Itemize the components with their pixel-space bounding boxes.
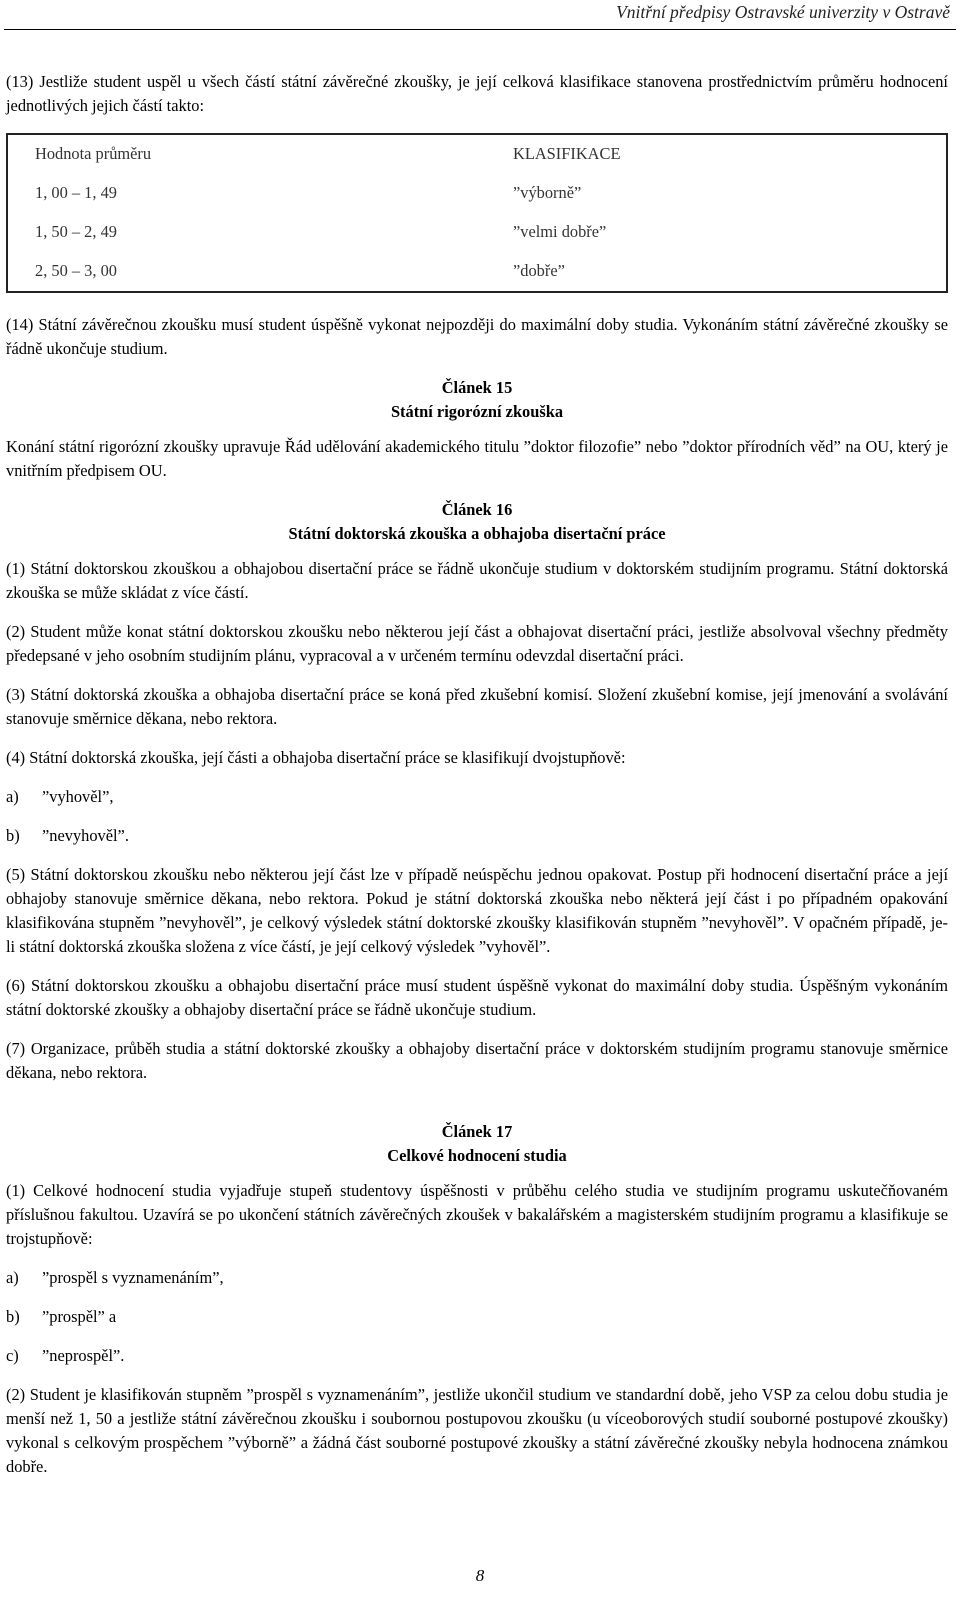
article-16-paragraph-5: (5) Státní doktorskou zkoušku nebo některou její část lze v případě neúspěchu jednou opakovat. Postup při hodnocení disertační práce a její obhajoby stanovuje směrnice děkana, nebo rektora. Pokud je státní doktorská zkouška nebo některá její část i po případném opakování klasifikována stupněm ”nevyhověl”, je celkový výsledek státní doktorské zkoušky klasifikován stupněm ”nevyhověl”. V opačném případě, je-li státní doktorská zkouška složena z více částí, je její celkový výsledek ”vyhověl”. xyxy=(6,865,948,956)
article-16-paragraph-1: (1) Státní doktorskou zkouškou a obhajobou disertační práce se řádně ukončuje studium v doktorském studijním programu. Státní doktorská zkouška se může skládat z více částí. xyxy=(6,559,948,602)
article-15-title: Státní rigorózní zkouška xyxy=(390,402,564,421)
table-cell-range: 2, 50 – 3, 00 xyxy=(35,261,117,280)
table-row xyxy=(7,252,947,292)
table-cell-grade: ”velmi dobře” xyxy=(513,222,607,241)
list-text: ”vyhověl”, xyxy=(42,787,114,806)
article-16-paragraph-3: (3) Státní doktorská zkouška a obhajoba disertační práce se koná před zkušební komisí. Složení zkušební komise, její jmenování a svolávání stanovuje směrnice děkana, nebo rektora. xyxy=(6,685,948,728)
table-cell-grade: ”výborně” xyxy=(513,183,582,202)
article-17-paragraph-1: (1) Celkové hodnocení studia vyjadřuje stupeň studentovy úspěšnosti v průběhu celého studia ve studijním programu uskutečňovaném příslušnou fakultou. Uzavírá se po ukončení státních závěrečných zkoušek v bakalářském a magisterském studijním programu a klasifikuje se trojstupňově: xyxy=(6,1181,948,1248)
page-header: Vnitřní předpisy Ostravské univerzity v Ostravě xyxy=(616,2,950,22)
article-15-number: Článek 15 xyxy=(441,378,513,397)
table-header-average: Hodnota průměru xyxy=(35,144,152,163)
table-header-classification: KLASIFIKACE xyxy=(513,144,621,163)
list-marker: a) xyxy=(6,787,19,806)
header-rule xyxy=(4,29,956,30)
list-marker: a) xyxy=(6,1268,19,1287)
article-16-title: Státní doktorská zkouška a obhajoba disertační práce xyxy=(288,524,666,543)
document-body xyxy=(6,70,948,1494)
table-cell-range: 1, 50 – 2, 49 xyxy=(35,222,117,241)
classification-table xyxy=(6,133,948,293)
table-header-row xyxy=(7,134,947,174)
list-text: ”nevyhověl”. xyxy=(42,826,129,845)
table-row xyxy=(7,213,947,252)
article-17-paragraph-2: (2) Student je klasifikován stupněm ”prospěl s vyznamenáním”, jestliže ukončil studium ve standardní době, jeho VSP za celou dobu studia je menší než 1, 50 a jestliže státní závěrečnou zkoušku i soubornou postupovou zkoušku (u víceoborových studií souborné postupové zkoušky) vykonal s celkovým prospěchem ”výborně” a žádná část souborné postupové zkoušky a státní závěrečné zkoušky nebyla hodnocena známkou dobře. xyxy=(6,1385,948,1476)
table-row xyxy=(7,174,947,213)
paragraph-14: (14) Státní závěrečnou zkoušku musí student úspěšně vykonat nejpozději do maximální doby studia. Vykonáním státní závěrečné zkoušky se řádně ukončuje studium. xyxy=(6,315,948,358)
list-marker: b) xyxy=(6,826,20,845)
article-16-paragraph-4: (4) Státní doktorská zkouška, její části a obhajoba disertační práce se klasifikují dvojstupňově: xyxy=(6,748,626,767)
article-17-number: Článek 17 xyxy=(441,1122,513,1141)
paragraph-13: (13) Jestliže student uspěl u všech částí státní závěrečné zkoušky, je její celková klasifikace stanovena prostřednictvím průměru hodnocení jednotlivých jejich částí takto: xyxy=(6,72,948,115)
list-text: ”prospěl” a xyxy=(42,1307,117,1326)
table-cell-range: 1, 00 – 1, 49 xyxy=(35,183,117,202)
list-item xyxy=(6,1344,948,1368)
article-16-paragraph-2: (2) Student může konat státní doktorskou zkoušku nebo některou její část a obhajovat disertační práci, jestliže absolvoval všechny předměty předepsané v jeho osobním studijním plánu, vypracoval a v určeném termínu odevzdal disertační práci. xyxy=(6,622,948,665)
spacer xyxy=(6,1100,948,1120)
table-cell-grade: ”dobře” xyxy=(513,261,565,280)
article-16-paragraph-7: (7) Organizace, průběh studia a státní doktorské zkoušky a obhajoby disertační práce v doktorském studijním programu stanovuje směrnice děkana, nebo rektora. xyxy=(6,1039,948,1082)
list-item xyxy=(6,1266,948,1290)
article-16-number: Článek 16 xyxy=(441,500,513,519)
list-text: ”prospěl s vyznamenáním”, xyxy=(42,1268,224,1287)
page-number: 8 xyxy=(475,1566,485,1585)
list-text: ”neprospěl”. xyxy=(42,1346,125,1365)
article-17-title: Celkové hodnocení studia xyxy=(387,1146,567,1165)
article-16-paragraph-6: (6) Státní doktorskou zkoušku a obhajobu disertační práce musí student úspěšně vykonat do maximální doby studia. Úspěšným vykonáním státní doktorské zkoušky a obhajoby disertační práce se řádně ukončuje studium. xyxy=(6,976,948,1019)
list-item xyxy=(6,785,948,809)
list-marker: c) xyxy=(6,1346,19,1365)
list-item xyxy=(6,1305,948,1329)
list-item xyxy=(6,824,948,848)
list-marker: b) xyxy=(6,1307,20,1326)
article-15-text: Konání státní rigorózní zkoušky upravuje Řád udělování akademického titulu ”doktor filozofie” nebo ”doktor přírodních věd” na OU, který je vnitřním předpisem OU. xyxy=(6,437,948,480)
